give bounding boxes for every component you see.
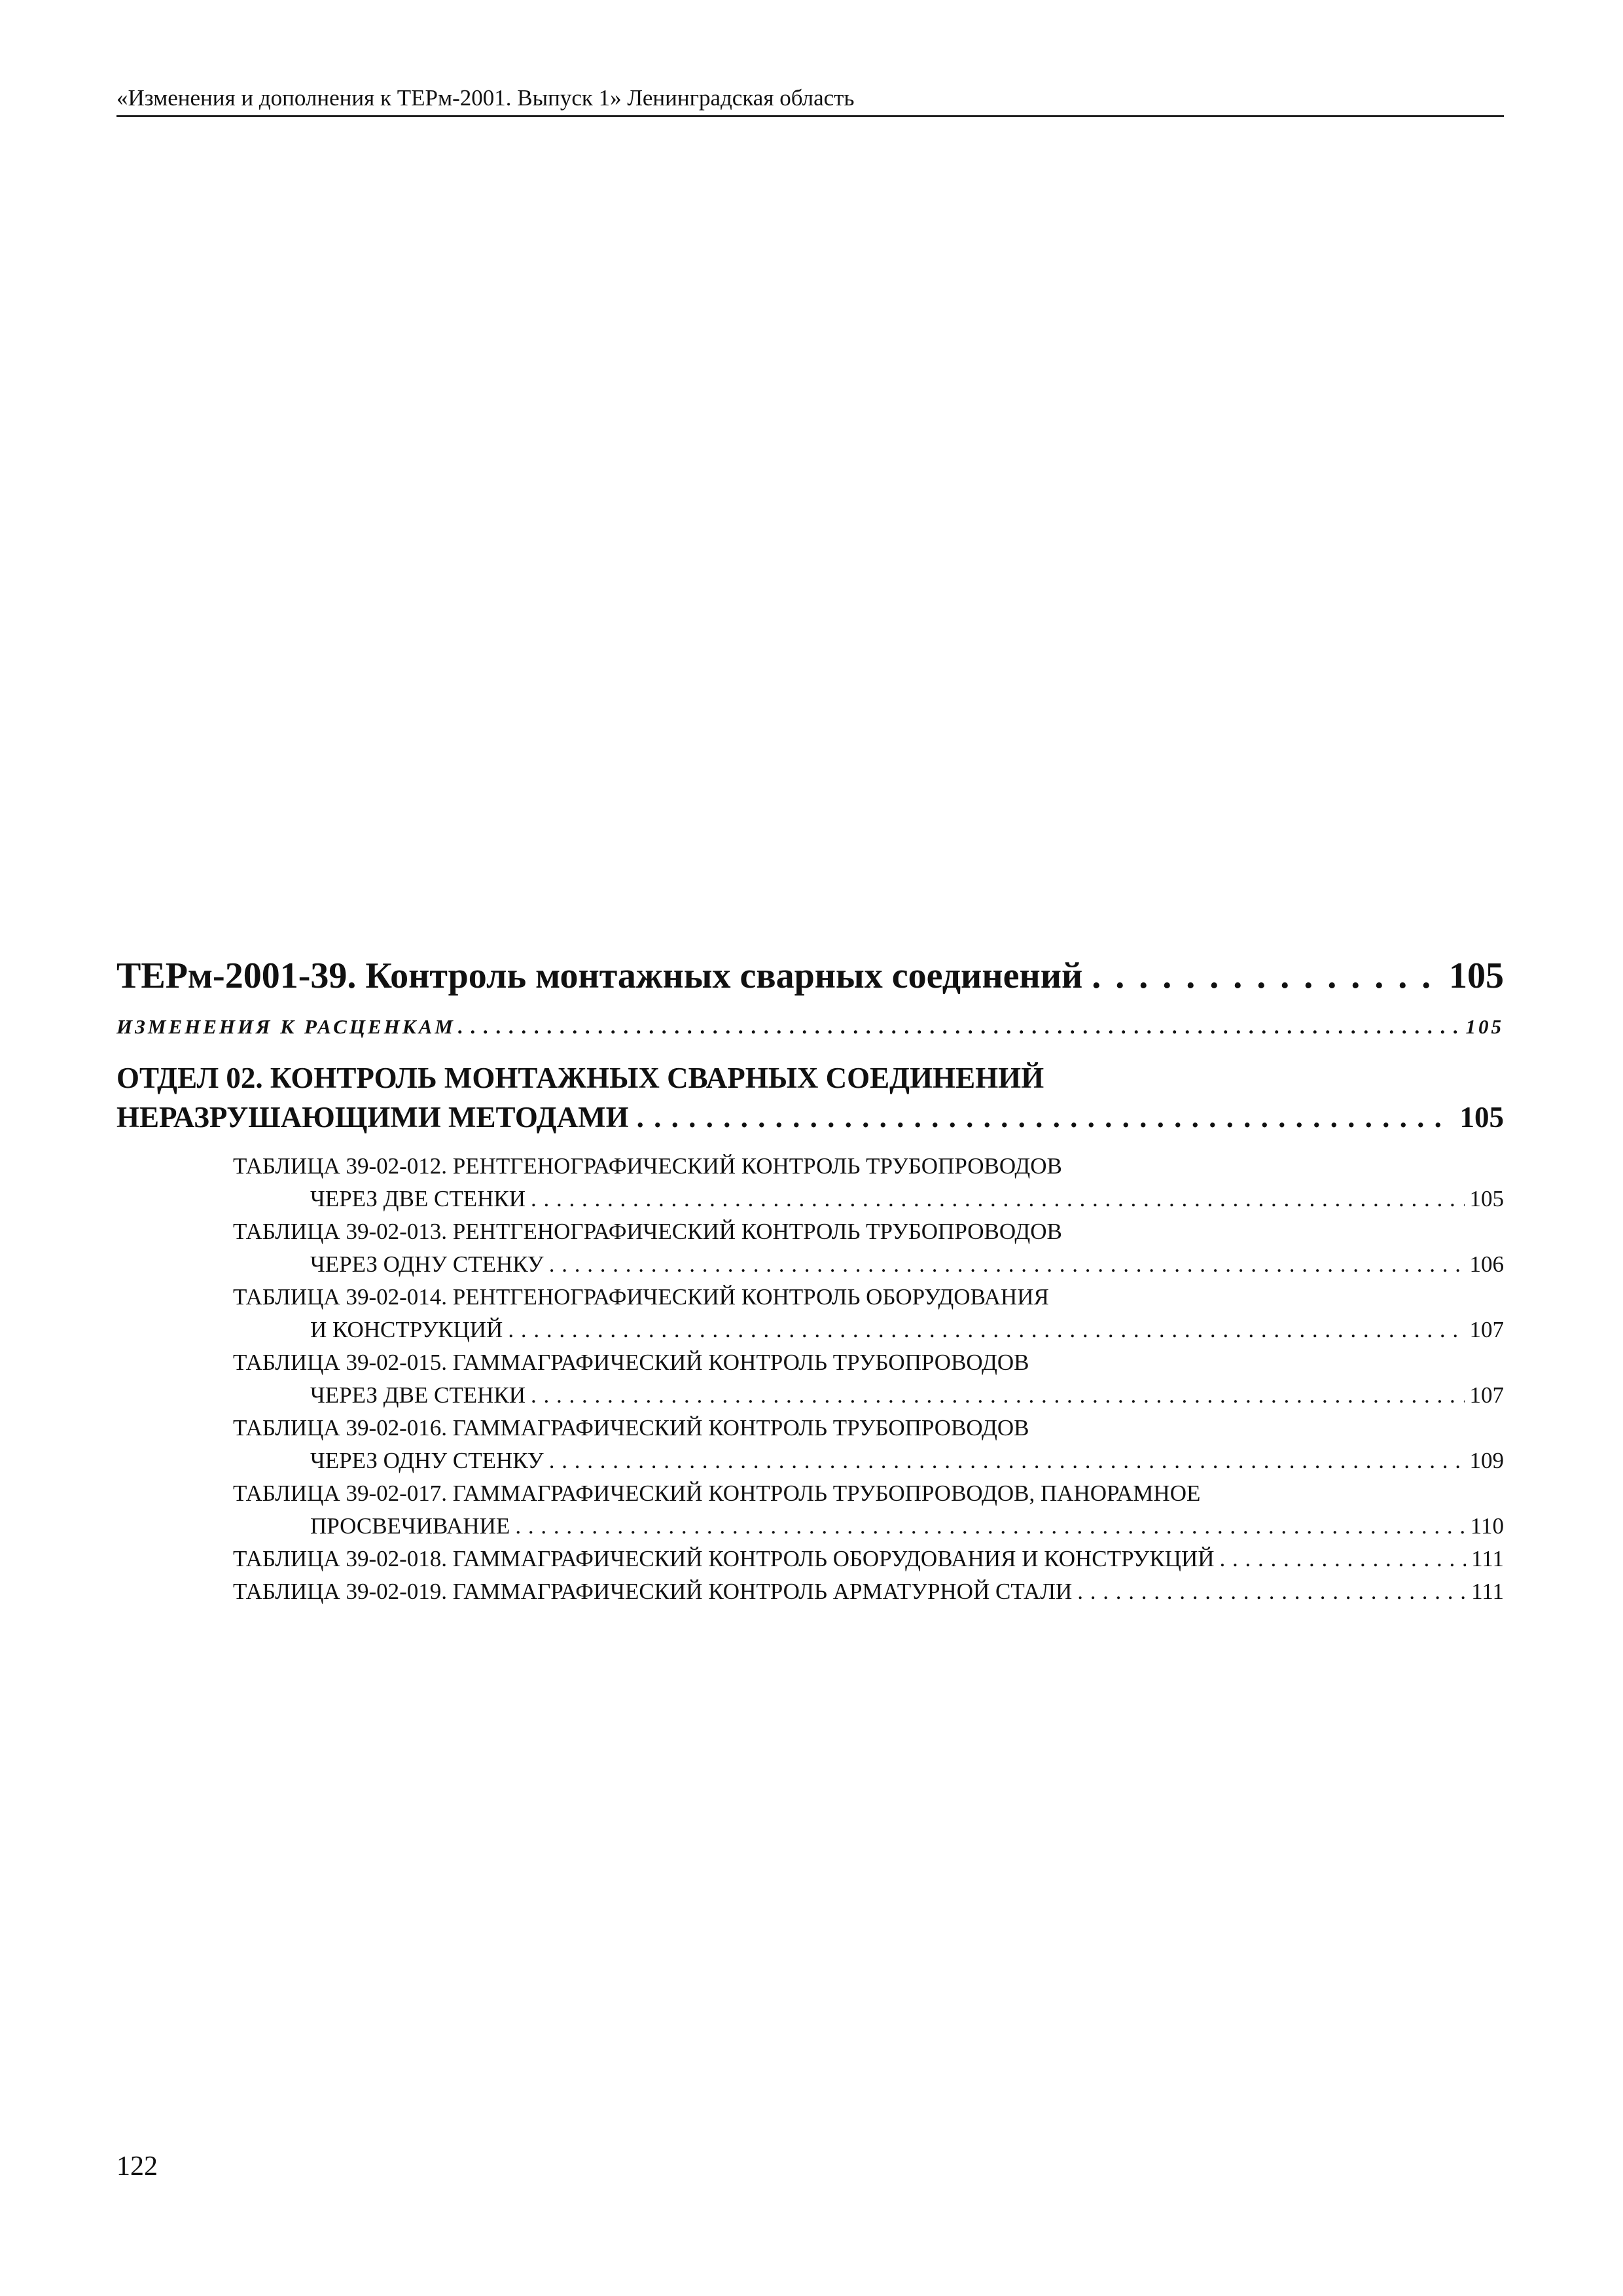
toc-chapter-title: ТЕРм-2001-39. Контроль монтажных сварных соединений — [116, 956, 1083, 996]
toc-chapter-page: 105 — [1449, 956, 1504, 996]
running-header — [116, 84, 1504, 117]
toc-table-title-cont: ЧЕРЕЗ ОДНУ СТЕНКУ — [310, 1448, 544, 1473]
dot-leader — [515, 1510, 1465, 1543]
toc-table-page: 107 — [1469, 1382, 1504, 1408]
toc-table-title: ТАБЛИЦА 39-02-019. ГАММАГРАФИЧЕСКИЙ КОНТРОЛЬ АРМАТУРНОЙ СТАЛИ — [233, 1579, 1073, 1604]
toc-table-title-cont: ПРОСВЕЧИВАНИЕ — [310, 1513, 510, 1539]
toc-changes-title: ИЗМЕНЕНИЯ К РАСЦЕНКАМ — [116, 1015, 455, 1038]
dot-leader — [458, 1013, 1463, 1041]
table-of-contents — [116, 952, 1504, 1608]
toc-table-entry[interactable] — [233, 1346, 1504, 1412]
dot-leader — [531, 1183, 1464, 1215]
dot-leader — [549, 1444, 1465, 1477]
toc-table-entry[interactable] — [233, 1477, 1504, 1543]
toc-chapter-entry[interactable] — [116, 952, 1504, 999]
toc-table-title: ТАБЛИЦА 39-02-018. ГАММАГРАФИЧЕСКИЙ КОНТРОЛЬ ОБОРУДОВАНИЯ И КОНСТРУКЦИЙ — [233, 1546, 1215, 1571]
toc-table-entry[interactable] — [233, 1150, 1504, 1215]
toc-table-page: 111 — [1471, 1546, 1504, 1571]
toc-table-entry[interactable] — [233, 1543, 1504, 1575]
toc-table-page: 105 — [1469, 1186, 1504, 1211]
toc-table-title: ТАБЛИЦА 39-02-017. ГАММАГРАФИЧЕСКИЙ КОНТРОЛЬ ТРУБОПРОВОДОВ, ПАНОРАМНОЕ — [233, 1480, 1201, 1506]
page-number: 122 — [116, 2151, 158, 2181]
toc-section-entry[interactable] — [116, 1058, 1504, 1137]
toc-table-entry[interactable] — [233, 1575, 1504, 1608]
toc-table-entry[interactable] — [233, 1215, 1504, 1281]
toc-changes-entry[interactable] — [116, 1013, 1504, 1041]
dot-leader — [549, 1248, 1465, 1281]
toc-table-title: ТАБЛИЦА 39-02-013. РЕНТГЕНОГРАФИЧЕСКИЙ КОНТРОЛЬ ТРУБОПРОВОДОВ — [233, 1219, 1062, 1244]
toc-section-title-line1: ОТДЕЛ 02. КОНТРОЛЬ МОНТАЖНЫХ СВАРНЫХ СОЕДИНЕНИЙ — [116, 1062, 1044, 1094]
toc-table-page: 111 — [1471, 1579, 1504, 1604]
running-header-title: «Изменения и дополнения к ТЕРм-2001. Выпуск 1» Ленинградская область — [116, 85, 855, 111]
dot-leader — [531, 1379, 1464, 1412]
toc-table-title: ТАБЛИЦА 39-02-016. ГАММАГРАФИЧЕСКИЙ КОНТРОЛЬ ТРУБОПРОВОДОВ — [233, 1415, 1029, 1441]
toc-table-page: 109 — [1469, 1448, 1504, 1473]
toc-table-page: 107 — [1469, 1317, 1504, 1342]
toc-table-title: ТАБЛИЦА 39-02-015. ГАММАГРАФИЧЕСКИЙ КОНТРОЛЬ ТРУБОПРОВОДОВ — [233, 1350, 1029, 1375]
toc-table-entry[interactable] — [233, 1412, 1504, 1477]
toc-table-entry[interactable] — [233, 1281, 1504, 1346]
dot-leader — [1092, 952, 1440, 999]
dot-leader — [1077, 1575, 1466, 1608]
toc-changes-page: 105 — [1465, 1015, 1504, 1038]
dot-leader — [508, 1314, 1464, 1346]
toc-section-title-line2: НЕРАЗРУШАЮЩИМИ МЕТОДАМИ — [116, 1101, 629, 1134]
toc-section-page: 105 — [1459, 1101, 1504, 1134]
toc-table-title-cont: ЧЕРЕЗ ДВЕ СТЕНКИ — [310, 1382, 526, 1408]
toc-table-page: 110 — [1470, 1513, 1504, 1539]
toc-table-list — [233, 1150, 1504, 1608]
toc-table-title-cont: ЧЕРЕЗ ДВЕ СТЕНКИ — [310, 1186, 526, 1211]
toc-table-page: 106 — [1469, 1251, 1504, 1277]
toc-table-title-cont: ЧЕРЕЗ ОДНУ СТЕНКУ — [310, 1251, 544, 1277]
toc-table-title: ТАБЛИЦА 39-02-012. РЕНТГЕНОГРАФИЧЕСКИЙ КОНТРОЛЬ ТРУБОПРОВОДОВ — [233, 1153, 1062, 1179]
dot-leader — [1220, 1543, 1467, 1575]
toc-table-title-cont: И КОНСТРУКЦИЙ — [310, 1317, 503, 1342]
dot-leader — [637, 1098, 1452, 1137]
toc-table-title: ТАБЛИЦА 39-02-014. РЕНТГЕНОГРАФИЧЕСКИЙ КОНТРОЛЬ ОБОРУДОВАНИЯ — [233, 1284, 1049, 1310]
